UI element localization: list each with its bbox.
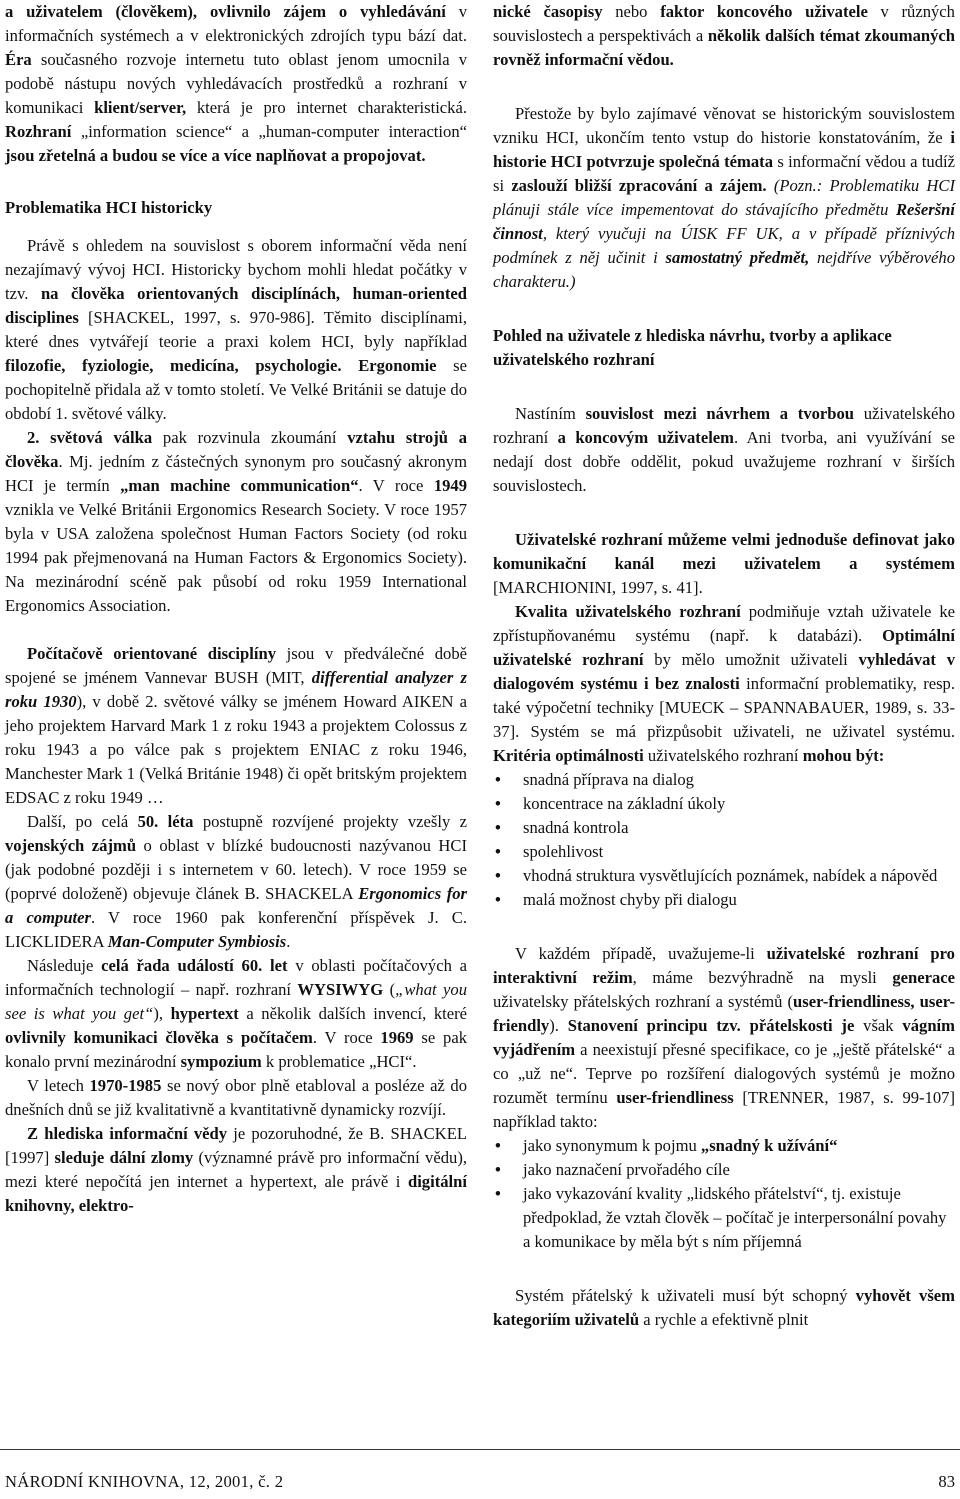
- list-item-text: snadná kontrola: [523, 818, 629, 837]
- text-run: Man-Computer Symbiosis: [107, 932, 287, 951]
- text-run: . Ani tvorba, ani využívání se nedají dost dobře oddělit, pokud uvažujeme rozhraní v širších souvislostech.: [493, 428, 956, 495]
- list-item-text: koncentrace na základní úkoly: [523, 794, 726, 813]
- text-run: sleduje dální zlomy: [54, 1148, 194, 1167]
- text-run: Rozhraní: [5, 122, 81, 141]
- text-run: je pozoruhodné, že B. SHACKEL [1997]: [5, 1124, 467, 1167]
- text-run: uživatelské rozhraní pro interaktivní režim: [493, 944, 955, 987]
- text-run: Ergonomics for a computer: [5, 884, 467, 927]
- paragraph: [493, 600, 955, 768]
- text-run: generace: [892, 968, 955, 987]
- text-run: i historie HCI potvrzuje společná témata: [493, 128, 955, 171]
- paragraph: [5, 810, 467, 954]
- text-run: však: [854, 1016, 903, 1035]
- text-run: vyhledávat v dialogovém systému i bez znalosti: [493, 650, 955, 693]
- paragraph: [493, 942, 955, 1134]
- text-run: (významné právě pro informační vědu), mezi které nepočítá jen internet a hypertext, ale právě i: [5, 1148, 467, 1191]
- list-item-text: vhodná struktura vysvětlujících poznámek, nabídek a nápověd: [523, 866, 938, 885]
- text-run: Právě s ohledem na souvislost s oborem informační věda není nezajímavý vývoj HCI. Historicky bychom mohli hledat počátky v tzv.: [5, 236, 467, 303]
- text-run: uživatelského rozhraní: [493, 404, 955, 447]
- bullet-icon: •: [495, 1184, 501, 1203]
- text-run: (: [383, 980, 396, 999]
- page-number: 83: [938, 1472, 955, 1491]
- paragraph: [5, 642, 467, 810]
- text-run: Uživatelské rozhraní můžeme velmi jednoduše definovat jako komunikační kanál mezi uživatelem a systémem: [493, 530, 955, 573]
- paragraph: [5, 1074, 467, 1122]
- text-run: jako vykazování kvality „lidského přátelství“, tj. existuje předpoklad, že vztah člověk – počítač je interpersonální povahy a komunikace by měla být s ním příjemná: [523, 1184, 947, 1251]
- footer-divider: [0, 1449, 960, 1450]
- text-run: Počítačově orientované disciplíny: [27, 644, 276, 663]
- right-column: [493, 0, 955, 1332]
- text-run: „snadný k užívání“: [700, 1136, 838, 1155]
- definitions-list: [493, 1134, 955, 1254]
- bullet-icon: •: [495, 866, 501, 885]
- list-item: [493, 768, 955, 792]
- list-item: [493, 816, 955, 840]
- list-item: [493, 864, 955, 888]
- text-run: 1949: [433, 476, 468, 495]
- text-run: vznikla ve Velké Británii Ergonomics Research Society. V roce 1957 byla v USA založena společnost Human Factors Society (od roku 1994 pak přejmenovaná na Human Factors & Ergonomics Society). Na mezinárodní scéně pak působí od roku 1959 International Ergonomics Association.: [5, 500, 467, 615]
- text-run: v oblasti počítačových a informačních technologií – např. rozhraní: [5, 956, 468, 999]
- text-run: která je pro internet charakteristická.: [186, 98, 467, 117]
- text-run: a několik dalších invencí, které: [238, 1004, 467, 1023]
- text-run: k problematice „HCI“.: [261, 1052, 417, 1071]
- text-run: differential analyzer z roku 1930: [5, 668, 467, 711]
- text-run: vyhovět všem kategoriím uživatelů: [493, 1286, 955, 1329]
- text-run: uživatelsky přátelských rozhraní a systémů (: [493, 992, 794, 1011]
- text-run: Optimální uživatelské rozhraní: [493, 626, 955, 669]
- text-run: [SHACKEL, 1997, s. 970-986]. Těmito disciplínami, které dnes vytvářejí teorie a praxi kolem HCI, byly například: [5, 308, 467, 351]
- list-item: [493, 1134, 955, 1158]
- bullet-icon: •: [495, 1136, 501, 1155]
- text-run: Kvalita uživatelského rozhraní: [515, 602, 741, 621]
- text-run: současného rozvoje internetu tuto oblast jenom umocnila v podobě nástupu nových vyhledávacích prostředků a rozhraní v komunikaci: [5, 50, 467, 117]
- text-run: s informační vědou a tudíž si: [493, 152, 955, 195]
- text-run: nické časopisy: [493, 2, 603, 21]
- bullet-icon: •: [495, 770, 501, 789]
- paragraph: [5, 954, 467, 1074]
- text-run: filozofie, fyziologie, medicína, psychologie.: [5, 356, 342, 375]
- text-run: souvislost mezi návrhem a tvorbou: [585, 404, 855, 423]
- text-run: .: [286, 932, 291, 951]
- text-run: faktor koncového uživatele: [660, 2, 868, 21]
- text-run: [MARCHIONINI, 1997, s. 41].: [493, 578, 703, 597]
- criteria-list: [493, 768, 955, 912]
- text-run: se pochopitelně přidala až v tomto století. Ve Velké Británii se datuje do období 1. světové války.: [5, 356, 467, 423]
- text-run: jako naznačení prvořadého cíle: [523, 1160, 730, 1179]
- text-run: a neexistují přesné specifikace, co je „ještě přátelské“ a co „už ne“. Teprve po rozšíření dialogových systémů je možno rozumět termínu: [493, 1040, 955, 1107]
- text-run: ovlivnilo zájem o vyhledávání: [209, 2, 446, 21]
- list-item: [493, 1182, 955, 1254]
- paragraph: [5, 1122, 467, 1218]
- text-run: (Pozn.: Problematiku HCI plánuji stále více impementovat do stávajícího předmětu: [493, 176, 955, 219]
- text-run: . Mj. jedním z částečných synonym pro současný akronym HCI je termín: [5, 452, 467, 495]
- list-item: [493, 1158, 955, 1182]
- text-run: uživatelského rozhraní: [643, 746, 803, 765]
- text-run: 1969: [380, 1028, 414, 1047]
- text-run: ), v době 2. světové války se jménem Howard AIKEN a jeho projektem Harvard Mark 1 z roku 1943 a projektem Colossus z roku 1943 a po válce pak s projektem ENIAC z roku 1946, Manchester Mark 1 (Velká Británie 1948) či opět britským projektem EDSAC z roku 1949 …: [5, 692, 467, 807]
- text-run: a koncovým uživatelem: [557, 428, 734, 447]
- text-run: V každém případě, uvažujeme-li: [515, 944, 767, 963]
- section-heading: Problematika HCI historicky: [5, 198, 213, 217]
- paragraph: [5, 426, 467, 618]
- text-run: nejdříve výběrového charakteru.): [493, 248, 955, 291]
- text-run: jsou v předválečné době spojené se jménem Vannevar BUSH (MIT,: [5, 644, 467, 687]
- text-run: informační problematiky, resp. také výpočetní techniky [MUECK – SPANNABAUER, 1989, s. 33-37]. Systém se má přizpůsobit uživateli, ne uživatel systému.: [493, 674, 955, 741]
- text-run: Kritéria optimálnosti: [493, 746, 644, 765]
- text-run: několik dalších témat zkoumaných rovněž informační vědou.: [493, 26, 955, 69]
- paragraph: [493, 402, 955, 498]
- list-item: [493, 888, 955, 912]
- text-run: Rešeršní činnost: [493, 200, 955, 243]
- text-run: „man machine communication“: [120, 476, 359, 495]
- text-run: se pak konalo první mezinárodní: [5, 1028, 467, 1071]
- text-run: zaslouží bližší zpracování a zájem.: [511, 176, 767, 195]
- left-column: [5, 0, 467, 1218]
- text-run: user-friendliness: [616, 1088, 734, 1107]
- text-run: v informačních systémech a v elektronických zdrojích typu bází dat.: [5, 2, 467, 45]
- text-run: vojenských zájmů: [5, 836, 137, 855]
- bullet-icon: •: [495, 794, 501, 813]
- text-run: a uživatelem (člověkem),: [5, 2, 210, 21]
- text-run: , který vyučuji na ÚISK FF UK, a v případě příznivých podmínek z něj učinit i: [493, 224, 955, 267]
- text-run: user-friendliness, user-friendly: [493, 992, 955, 1035]
- text-run: [342, 356, 359, 375]
- text-run: a rychle a efektivně plnit: [639, 1310, 809, 1329]
- text-run: v různých souvislostech a perspektivách a: [493, 2, 955, 45]
- bullet-icon: •: [495, 818, 501, 837]
- text-run: by mělo umožnit uživateli: [643, 650, 859, 669]
- text-run: jako synonymum k pojmu: [523, 1136, 701, 1155]
- text-run: vágním vyjádřením: [493, 1016, 955, 1059]
- list-item-text: snadná příprava na dialog: [523, 770, 694, 789]
- text-run: vztahu strojů a člověka: [5, 428, 467, 471]
- text-run: Přestože by bylo zajímavé věnovat se historickým souvislostem vzniku HCI, ukončím tento vstup do historie konstatováním, že: [493, 104, 955, 147]
- text-run: postupně rozvíjené projekty vzešly z: [193, 812, 467, 831]
- text-run: , máme bezvýhradně na mysli: [632, 968, 893, 987]
- text-run: [TRENNER, 1987, s. 99-107] například takto:: [493, 1088, 956, 1131]
- text-run: podmiňuje vztah uživatele ke zpřístupňovanému systému (např. k databázi).: [493, 602, 955, 645]
- text-run: ).: [549, 1016, 568, 1035]
- text-run: o oblast v blízké budoucnosti nazývanou HCI (jak podobné později i s internetem v 60. letech). V roce 1959 se (poprvé doloženě) objevuje článek B. SHACKELA: [5, 836, 467, 903]
- text-run: Z hlediska informační vědy: [27, 1124, 228, 1143]
- list-item-text: spolehlivost: [523, 842, 604, 861]
- text-run: Ergonomie: [358, 356, 437, 375]
- text-run: nebo: [602, 2, 661, 21]
- bullet-icon: •: [495, 842, 501, 861]
- list-item-text: malá možnost chyby při dialogu: [523, 890, 737, 909]
- text-run: Éra: [5, 50, 32, 69]
- text-run: 50. léta: [137, 812, 194, 831]
- text-run: ),: [153, 1004, 171, 1023]
- text-run: V letech: [27, 1076, 90, 1095]
- paragraph: [493, 102, 955, 294]
- text-run: Nastíním: [515, 404, 586, 423]
- paragraph: [5, 0, 467, 168]
- text-run: Následuje: [27, 956, 102, 975]
- bullet-icon: •: [495, 1160, 501, 1179]
- text-run: WYSIWYG: [297, 980, 384, 999]
- text-run: klient/server,: [94, 98, 187, 117]
- text-run: mohou být:: [802, 746, 885, 765]
- paragraph: [493, 0, 955, 72]
- bullet-icon: •: [495, 890, 501, 909]
- text-run: pak rozvinula zkoumání: [152, 428, 348, 447]
- list-item: [493, 792, 955, 816]
- list-item: [493, 840, 955, 864]
- text-run: Systém přátelský k uživateli musí být schopný: [515, 1286, 856, 1305]
- paragraph: [493, 528, 955, 600]
- text-run: . V roce: [358, 476, 434, 495]
- text-run: [767, 176, 774, 195]
- text-run: 1970-1985: [89, 1076, 162, 1095]
- text-run: digitální knihovny, elektro-: [5, 1172, 467, 1215]
- text-run: 2. světová válka: [27, 428, 153, 447]
- text-run: na člověka orientovaných disciplínách, human-oriented disciplines: [5, 284, 467, 327]
- text-run: „information science“ a „human-computer interaction“: [80, 122, 467, 141]
- journal-citation: NÁRODNÍ KNIHOVNA, 12, 2001, č. 2: [5, 1472, 284, 1491]
- text-run: sympozium: [180, 1052, 262, 1071]
- text-run: ovlivnily komunikaci člověka s počítačem: [5, 1028, 313, 1047]
- text-run: „what you see is what you get“: [5, 980, 468, 1023]
- text-run: celá řada událostí 60. let: [101, 956, 288, 975]
- section-heading: Pohled na uživatele z hlediska návrhu, tvorby a aplikace uživatelského rozhraní: [493, 326, 892, 369]
- text-run: hypertext: [170, 1004, 239, 1023]
- text-run: se nový obor plně etabloval a posléze až do dnešních dnů se již kvalitativně a kvantitativně dynamicky rozvíjí.: [5, 1076, 467, 1119]
- paragraph: [5, 234, 467, 426]
- text-run: . V roce 1960 pak konferenční příspěvek J. C. LICKLIDERA: [5, 908, 467, 951]
- text-run: Stanovení principu tzv. přátelskosti je: [567, 1016, 855, 1035]
- text-run: Další, po celá: [27, 812, 138, 831]
- paragraph: [493, 1284, 955, 1332]
- text-run: . V roce: [312, 1028, 381, 1047]
- text-run: jsou zřetelná a budou se více a více naplňovat a propojovat.: [5, 146, 426, 165]
- text-run: samostatný předmět,: [665, 248, 810, 267]
